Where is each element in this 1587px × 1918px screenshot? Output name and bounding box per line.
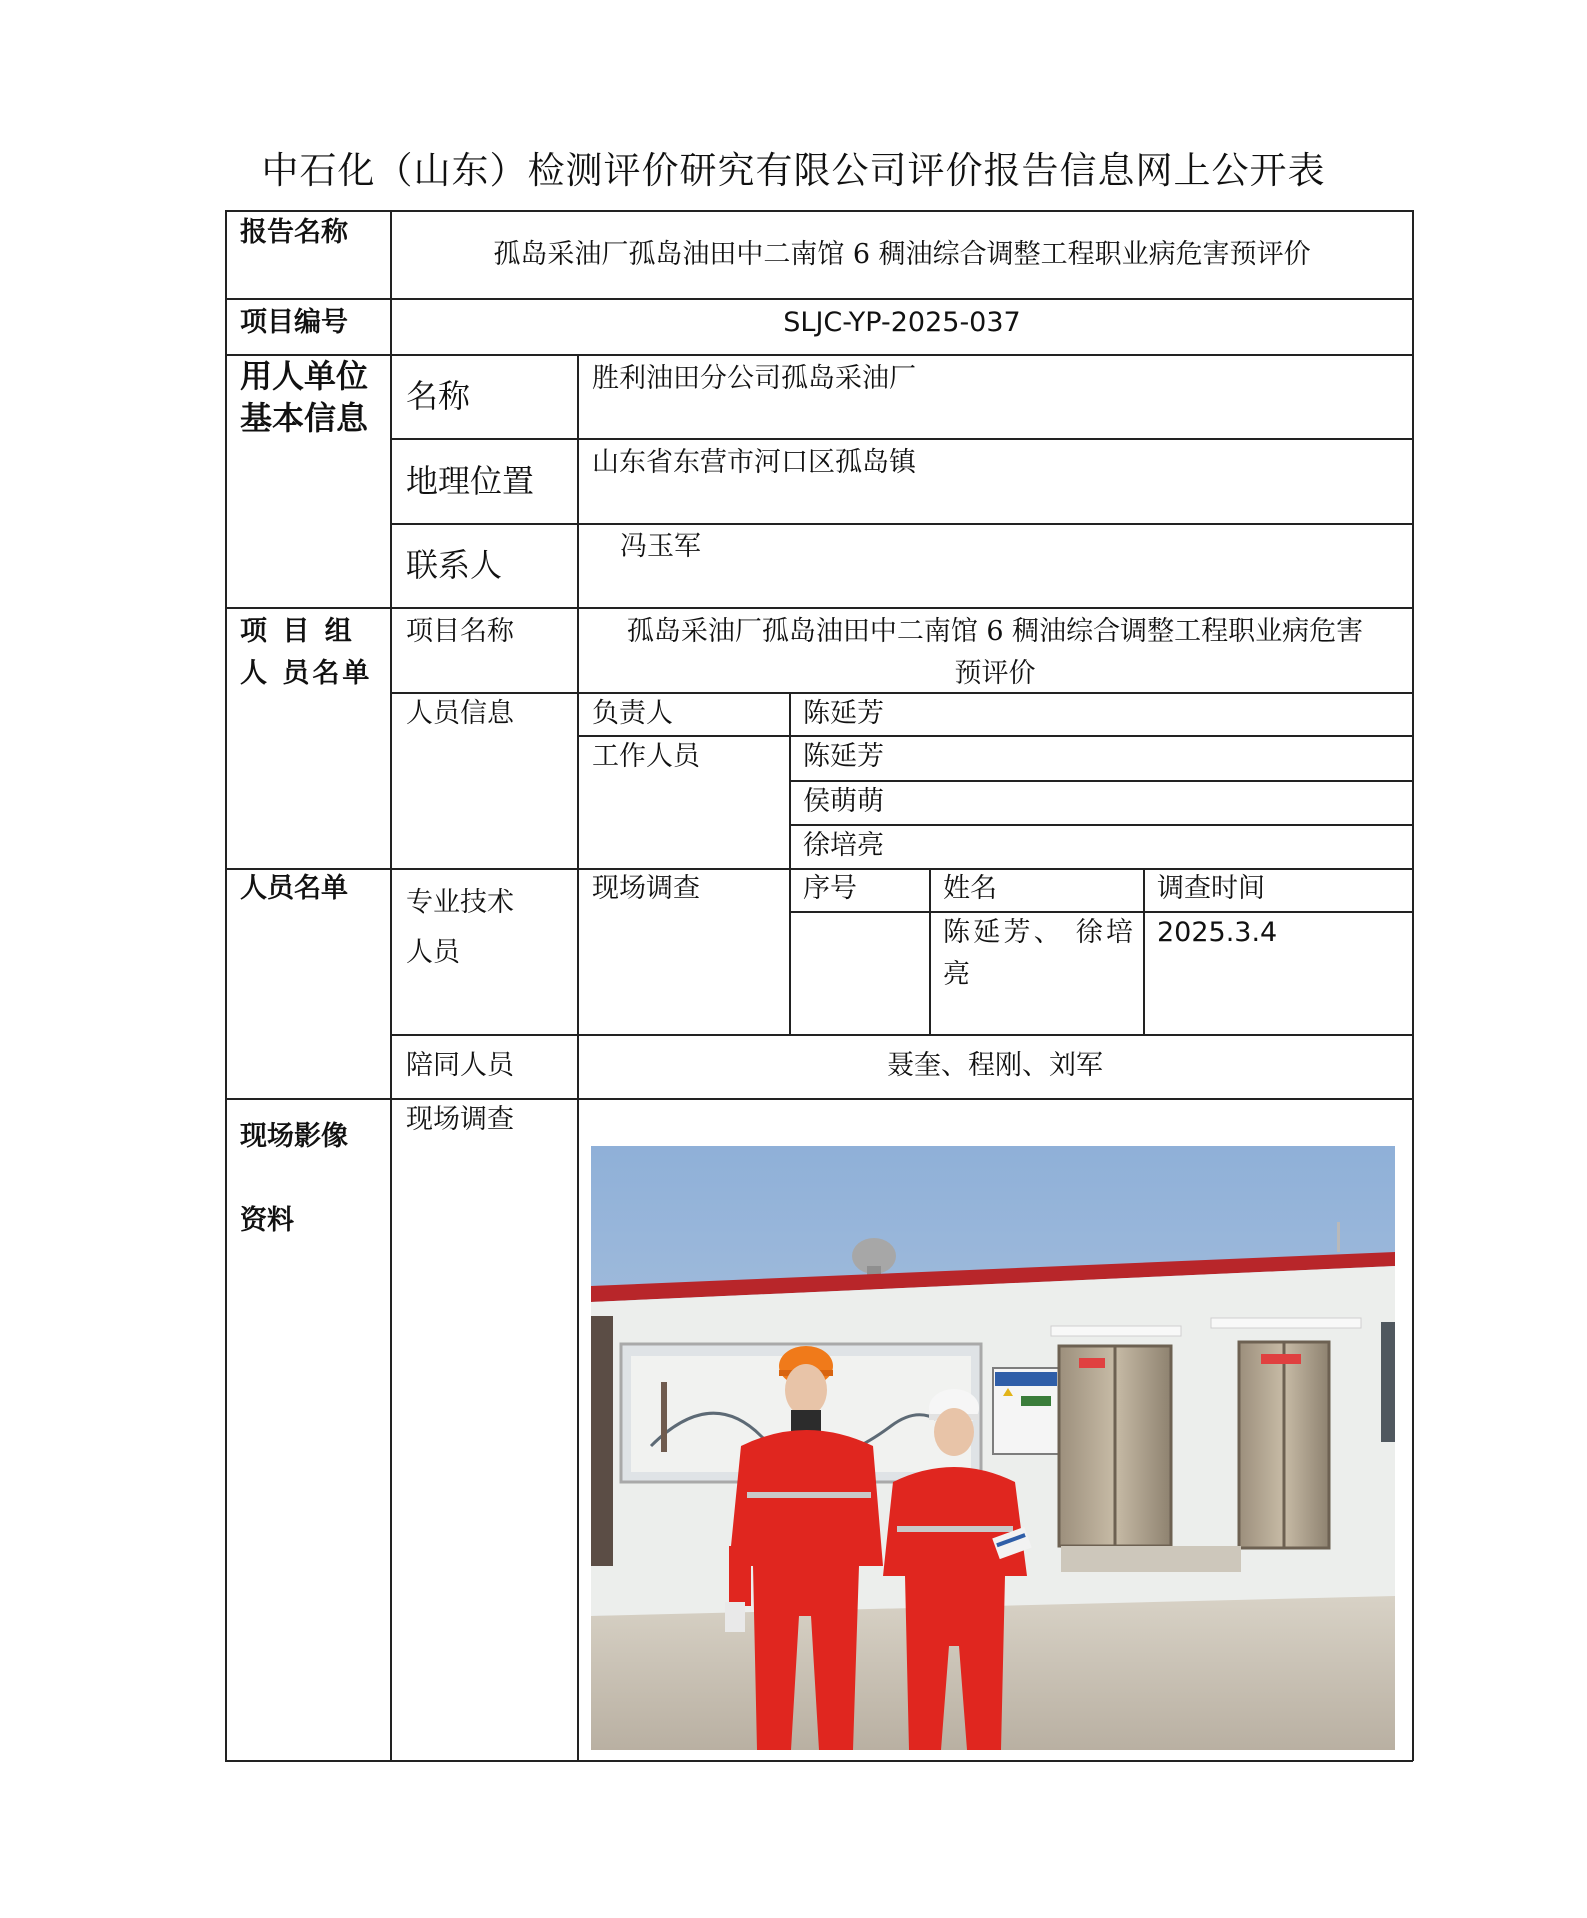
employer-contact-label: 联系人 [406, 546, 503, 584]
team-workers-label: 工作人员 [592, 741, 700, 772]
team-worker-2: 侯萌萌 [803, 786, 884, 817]
personnel-section-label: 人员名单 [240, 873, 348, 904]
employer-name-value: 胜利油田分公司孤岛采油厂 [592, 363, 916, 394]
site-survey-photo [591, 1146, 1395, 1750]
team-staff-label: 人员信息 [406, 698, 514, 729]
personnel-accompany-label: 陪同人员 [406, 1050, 514, 1081]
personnel-col-time: 调查时间 [1157, 873, 1265, 904]
personnel-survey-label: 现场调查 [592, 873, 700, 904]
personnel-row-names: 陈延芳、 徐培亮 [943, 917, 1133, 990]
page-title: 中石化（山东）检测评价研究有限公司评价报告信息网上公开表 [261, 149, 1326, 192]
report-name-value: 孤岛采油厂孤岛油田中二南馆 6 稠油综合调整工程职业病危害预评价 [493, 239, 1311, 270]
team-project-value-2: 预评价 [954, 658, 1036, 689]
employer-location-label: 地理位置 [406, 462, 535, 500]
personnel-row-time: 2025.3.4 [1157, 917, 1278, 948]
team-leader-value: 陈延芳 [803, 698, 884, 729]
personnel-tech-label: 专业技术人员 [406, 887, 514, 968]
employer-name-label: 名称 [406, 377, 471, 415]
team-leader-label: 负责人 [592, 698, 673, 729]
project-code-label: 项目编号 [240, 307, 348, 338]
team-project-value-1: 孤岛采油厂孤岛油田中二南馆 6 稠油综合调整工程职业病危害 [626, 616, 1364, 647]
employer-section-label-2: 基本信息 [240, 399, 369, 437]
images-section-label-2: 资料 [240, 1205, 294, 1236]
team-project-label: 项目名称 [406, 616, 514, 647]
images-survey-label: 现场调查 [406, 1104, 514, 1135]
project-code-value: SLJC-YP-2025-037 [783, 307, 1021, 338]
employer-location-value: 山东省东营市河口区孤岛镇 [592, 447, 916, 478]
employer-contact-value: 冯玉军 [620, 531, 701, 562]
team-worker-3: 徐培亮 [803, 830, 884, 861]
personnel-col-name: 姓名 [943, 873, 997, 904]
images-section-label-1: 现场影像 [240, 1121, 348, 1152]
report-name-label: 报告名称 [240, 217, 348, 248]
team-worker-1: 陈延芳 [803, 741, 884, 772]
personnel-accompany-value: 聂奎、程刚、刘军 [887, 1050, 1103, 1081]
employer-section-label-1: 用人单位 [240, 357, 369, 395]
personnel-col-seq: 序号 [803, 873, 857, 904]
team-section-label: 项 目 组 人 员名单 [240, 616, 373, 689]
